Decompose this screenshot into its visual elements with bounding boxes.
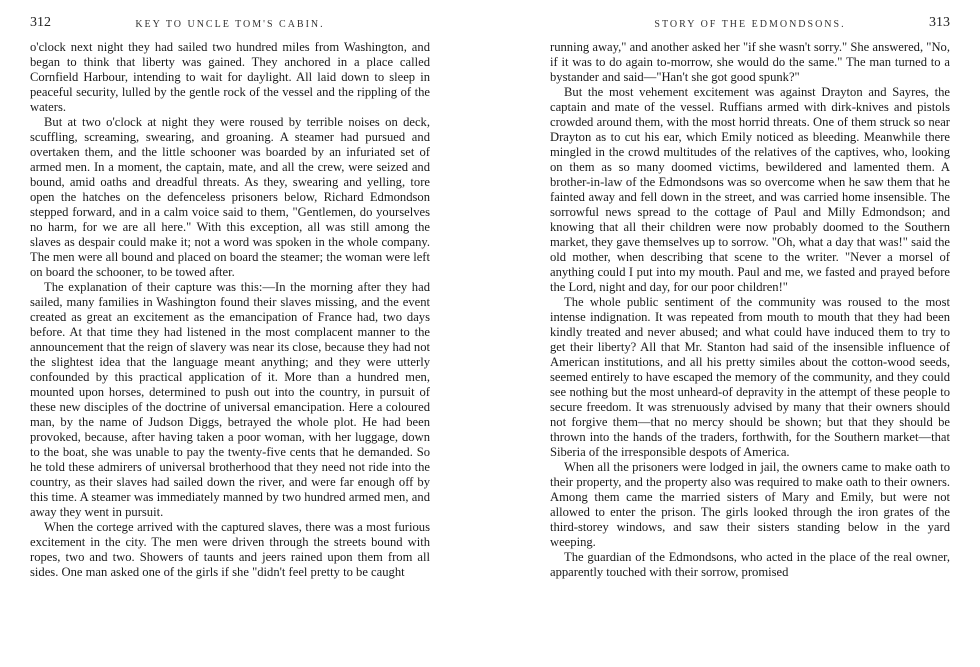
paragraph: But the most vehement excitement was against Drayton and Sayres, the captain and mate of the vessel. Ruffians armed with dirk-knives and pistols crowded around them, with the most horrid threats. One of them struck so near Drayton as to cut his ear, which Emily noticed as bleeding. Meanwhile there mingled in the crowd multitudes of the relatives of the captives, who, looking on them as so many doomed victims, bewildered and lamented them. A brother-in-law of the Edmondsons was so overcome when he saw them that he fainted away and fell down in the street, and was carried home insensible. The sorrowful news spread to the cottage of Paul and Milly Edmondson; and knowing that all their children were now probably doomed to the Southern market, they gave themselves up to sorrow. "Oh, what a day that was!" said the old mother, when describing that scene to the writer. "Never a morsel of anything could I put into my mouth. Paul and me, we fasted and prayed before the Lord, night and day, for our poor children!" [550, 85, 950, 294]
paragraph: The guardian of the Edmondsons, who acted in the place of the real owner, apparently touched with their sorrow, promised [550, 550, 950, 579]
running-title: KEY TO UNCLE TOM'S CABIN. [135, 19, 325, 30]
paragraph: When the cortege arrived with the captured slaves, there was a most furious excitement in the city. The men were driven through the streets bound with ropes, two and two. Showers of taunts and jeers rained upon them from all sides. One man asked one of the girls if she "didn't feel pretty to be caught [30, 520, 430, 579]
running-title: STORY OF THE EDMONDSONS. [654, 19, 846, 30]
running-head [550, 15, 950, 38]
paragraph: The whole public sentiment of the community was roused to the most intense indignation. It was repeated from mouth to mouth that they had been kindly treated and never abused; and what could have induced them to try to get their liberty? All that Mr. Stanton had said of the insensible influence of American institutions, and all his pretty similes about the cotton-wood seeds, seemed entirely to have escaped the memory of the community, and they could see nothing but the most unheard-of depravity in the attempt of these people to secure freedom. It was strenuously advised by many that their owners should not forgive them—that no mercy should be shown; but that they should be thrown into the hands of the traders, forthwith, for the Southern market—that Siberia of the irresponsible despots of America. [550, 295, 950, 459]
left-page [30, 0, 430, 667]
running-head [30, 15, 430, 38]
page-number: 312 [30, 15, 51, 30]
right-page [550, 0, 950, 667]
paragraph: o'clock next night they had sailed two hundred miles from Washington, and began to think that liberty was gained. They anchored in a place called Cornfield Harbour, intending to wait for daylight. All laid down to sleep in peaceful security, lulled by the gentle rock of the vessel and the rippling of the waters. [30, 40, 430, 114]
paragraph: The explanation of their capture was this:—In the morning after they had sailed, many families in Washington found their slaves missing, and the event created as great an excitement as the emancipation of France had, two days before. At that time they had listened in the most complacent manner to the announcement that the reign of slavery was near its close, because they had not the slightest idea that the language meant anything; and they were utterly confounded by this practical application of it. More than a hundred men, mounted upon horses, determined to push out into the country, in pursuit of these new disciples of the doctrine of universal emancipation. Here a coloured man, by the name of Judson Diggs, betrayed the whole plot. He had been provoked, because, after having taken a poor woman, with her luggage, down to the boat, she was unable to pay the twenty-five cents that he demanded. So he told these admirers of universal brotherhood that they need not ride into the country, as their slaves had sailed down the river, and were far enough off by this time. A steamer was immediately manned by two hundred armed men, and away they went in pursuit. [30, 280, 430, 519]
paragraph: But at two o'clock at night they were roused by terrible noises on deck, scuffling, screaming, swearing, and groaning. A steamer had pursued and overtaken them, and the little schooner was boarded by an infuriated set of armed men. In a moment, the captain, mate, and all the crew, were seized and bound, amid oaths and dreadful threats. As they, swearing and yelling, tore open the hatches on the defenceless prisoners below, Richard Edmondson stepped forward, and in a calm voice said to them, "Gentlemen, do yourselves no harm, for we are all here." With this exception, all was still among the slaves as despair could make it; not a word was spoken in the whole company. The men were all bound and placed on board the steamer; the woman were left on board the schooner, to be towed after. [30, 115, 430, 279]
paragraph: When all the prisoners were lodged in jail, the owners came to make oath to their property, and the property also was required to make oath to their owners. Among them came the married sisters of Mary and Emily, but were not allowed to enter the prison. The girls looked through the iron grates of the third-storey windows, and saw their sisters standing below in the yard weeping. [550, 460, 950, 549]
paragraph: running away," and another asked her "if she wasn't sorry." She answered, "No, if it was to do again to-morrow, she would do the same." The man turned to a bystander and said—"Han't she got good spunk?" [550, 40, 950, 84]
page-body [30, 40, 430, 580]
page-number: 313 [929, 15, 950, 30]
page-body [550, 40, 950, 580]
